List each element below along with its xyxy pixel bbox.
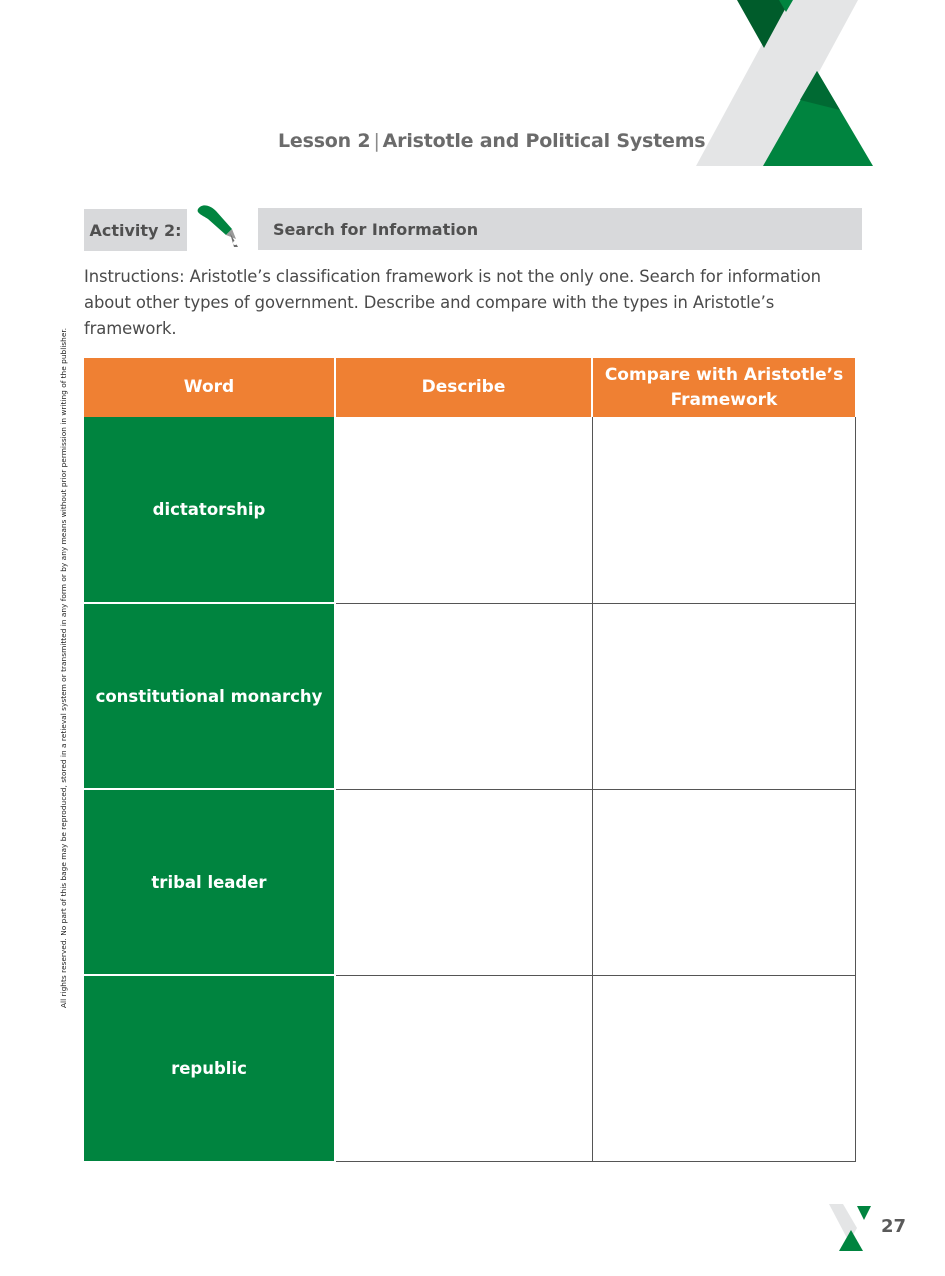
word-cell: constitutional monarchy xyxy=(84,603,335,789)
word-cell: republic xyxy=(84,975,335,1161)
lesson-separator: | xyxy=(373,130,380,152)
publisher-logo-icon xyxy=(829,1204,873,1251)
lesson-title: Aristotle and Political Systems xyxy=(382,130,706,152)
table-row xyxy=(84,975,855,1161)
compare-cell[interactable] xyxy=(592,417,855,603)
corner-graphic xyxy=(0,0,945,200)
table-row xyxy=(84,789,855,975)
table-row xyxy=(84,417,855,603)
lesson-number: Lesson 2 xyxy=(278,130,371,152)
compare-cell[interactable] xyxy=(592,603,855,789)
activity-table xyxy=(84,358,856,1162)
page-number: 27 xyxy=(881,1216,907,1237)
header-describe: Describe xyxy=(335,358,592,417)
word-cell: dictatorship xyxy=(84,417,335,603)
table-row xyxy=(84,603,855,789)
activity-title: Search for Information xyxy=(273,219,479,239)
table-header-row xyxy=(84,358,855,417)
copyright-note: All rights reserved. No part of this bage may be reproduced, stored in a retieval system or transmitted in any form or by any means without prior permission in writing of the publisher. xyxy=(59,327,68,1008)
describe-cell[interactable] xyxy=(335,603,592,789)
compare-cell[interactable] xyxy=(592,975,855,1161)
header-compare: Compare with Aristotle’s Framework xyxy=(592,358,855,417)
word-cell: tribal leader xyxy=(84,789,335,975)
compare-cell[interactable] xyxy=(592,789,855,975)
activity-tag: Activity 2: xyxy=(84,209,187,251)
describe-cell[interactable] xyxy=(335,417,592,603)
describe-cell[interactable] xyxy=(335,975,592,1161)
header-word: Word xyxy=(84,358,335,417)
lesson-heading xyxy=(278,130,706,152)
pen-icon xyxy=(194,203,246,253)
activity-title-bar xyxy=(258,208,862,250)
describe-cell[interactable] xyxy=(335,789,592,975)
instructions-text: Instructions: Aristotle’s classification framework is not the only one. Search for information about other types of government. Describe and compare with the types in Aristotle’s framework. xyxy=(84,267,821,338)
